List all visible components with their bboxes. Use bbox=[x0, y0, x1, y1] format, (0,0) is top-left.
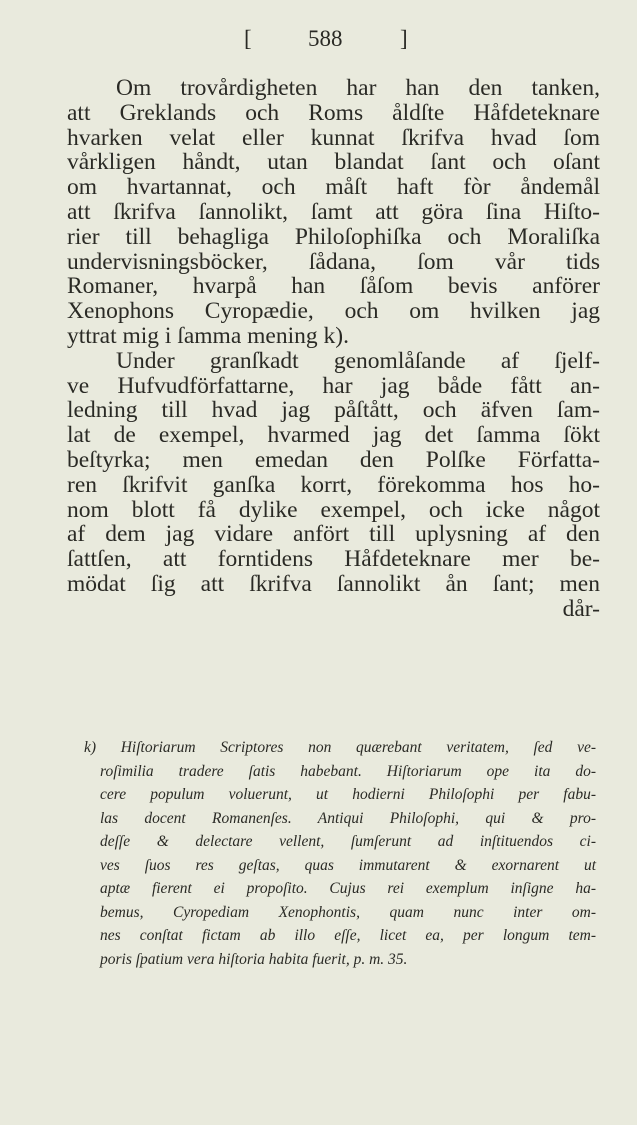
footnote-line: bemus, Cyropediam Xenophontis, quam nunc inter om- bbox=[100, 903, 596, 921]
footnote-line: deſſe & delectare vellent, ſumſerunt ad inſtituendos ci- bbox=[100, 833, 596, 850]
page-number: 588 bbox=[308, 26, 343, 51]
text-line: beſtyrka; men emedan den Polſke Författa- bbox=[67, 446, 600, 473]
footnote-line: ves ſuos res geſtas, quas immutarent & exornarent ut bbox=[100, 856, 596, 874]
text-line: undervisningsböcker, ſådana, ſom vår tids bbox=[67, 248, 600, 275]
text-line: att Greklands och Roms åldſte Håfdeteknare bbox=[67, 99, 600, 126]
text-line: att ſkrifva ſannolikt, ſamt att göra ſina Hiſto- bbox=[67, 198, 600, 225]
text-line: nom blott få dylike exempel, och icke något bbox=[67, 496, 600, 523]
bracket-left: [ bbox=[244, 26, 252, 51]
footnote-line: nes conſtat fictam ab illo eſſe, licet ea, per longum tem- bbox=[100, 927, 596, 944]
page-header bbox=[0, 26, 637, 56]
text-line: Xenophons Cyropædie, och om hvilken jag bbox=[67, 298, 600, 325]
footnote-line: aptæ fierent ei propoſito. Cujus rei exemplum inſigne ha- bbox=[100, 880, 596, 897]
text-line: vårkligen håndt, utan blandat ſant och oſant bbox=[67, 149, 600, 176]
footnote-line: cere populum voluerunt, ut hodierni Philoſophi per fabu- bbox=[100, 786, 596, 803]
text-line: Under granſkadt genomlåſande af ſjelf- bbox=[116, 347, 600, 374]
text-line: dår- bbox=[562, 595, 600, 622]
text-line: rier till behagliga Philoſophiſka och Moraliſka bbox=[67, 223, 600, 250]
text-line: ren ſkrifvit ganſka korrt, förekomma hos ho- bbox=[67, 471, 600, 498]
text-line: mödat ſig att ſkrifva ſannolikt ån ſant; men bbox=[67, 570, 600, 597]
footnote bbox=[84, 736, 596, 971]
footnote-line: k) Hiſtoriarum Scriptores non quærebant veritatem, ſed ve- bbox=[84, 739, 596, 756]
text-line: hvarken velat eller kunnat ſkrifva hvad ſom bbox=[67, 124, 600, 151]
text-line: Om trovårdigheten har han den tanken, bbox=[116, 75, 600, 101]
text-line: af dem jag vidare anfört till uplysning af den bbox=[67, 521, 600, 548]
footnote-line: roſimilia tradere ſatis habebant. Hiſtoriarum ope ita do- bbox=[100, 762, 596, 780]
text-line: ledning till hvad jag påſtått, och äfven ſam- bbox=[67, 397, 600, 424]
text-line: om hvartannat, och måſt haft fòr åndemål bbox=[67, 174, 600, 201]
text-line: ſattſen, att forntidens Håfdeteknare mer be- bbox=[67, 546, 600, 573]
main-text bbox=[67, 76, 600, 622]
text-line: lat de exempel, hvarmed jag det ſamma ſökt bbox=[67, 422, 600, 449]
footnote-line: poris ſpatium vera hiſtoria habita fuerit, p. m. 35. bbox=[100, 950, 408, 968]
bracket-right: ] bbox=[400, 26, 408, 51]
footnote-line: las docent Romanenſes. Antiqui Philoſophi, qui & pro- bbox=[100, 809, 596, 827]
text-line: Romaner, hvarpå han ſåſom bevis anförer bbox=[67, 273, 600, 300]
text-line: yttrat mig i ſamma mening k). bbox=[67, 322, 349, 349]
text-line: ve Hufvudförfattarne, har jag både fått an- bbox=[67, 372, 600, 399]
